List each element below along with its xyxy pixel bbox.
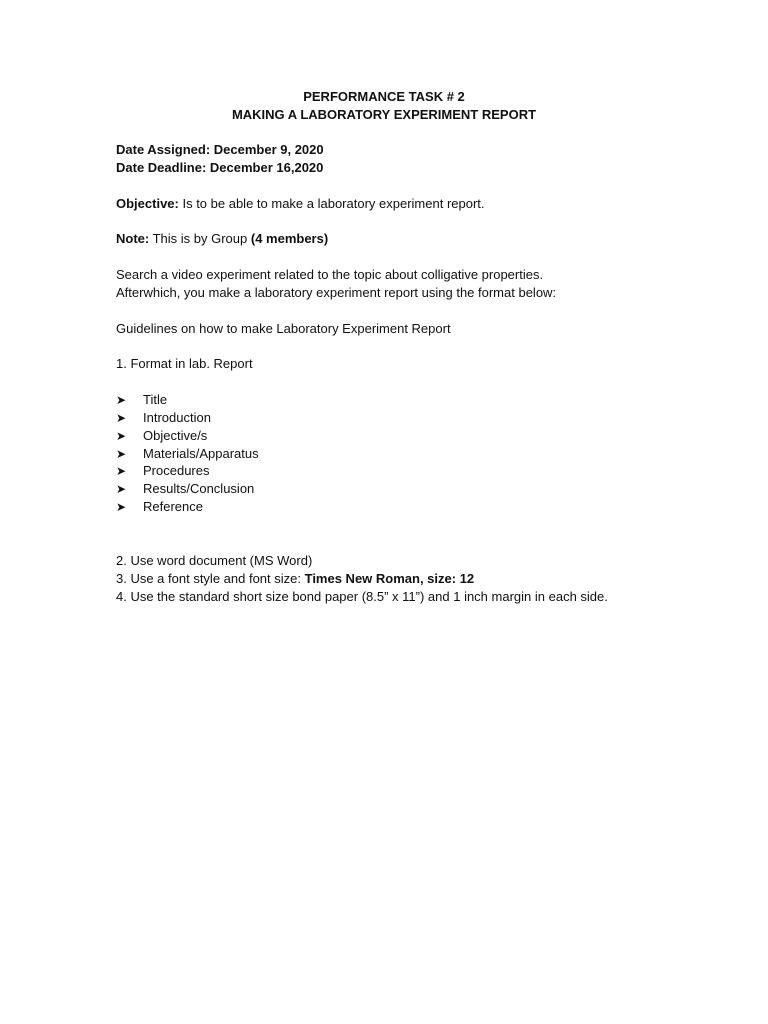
- guidelines-title: Guidelines on how to make Laboratory Experiment Report: [116, 321, 451, 336]
- format-heading: 1. Format in lab. Report: [116, 356, 253, 371]
- date-assigned: Date Assigned: December 9, 2020: [116, 142, 324, 157]
- rule-item-3-emphasis: Times New Roman, size: 12: [304, 571, 475, 586]
- note-emphasis: (4 members): [250, 231, 329, 246]
- task-title: PERFORMANCE TASK # 2: [303, 89, 465, 104]
- task-subtitle: MAKING A LABORATORY EXPERIMENT REPORT: [231, 107, 537, 122]
- arrow-bullet-icon: ➤: [116, 447, 127, 461]
- rule-item-2: 2. Use word document (MS Word): [116, 553, 313, 568]
- objective-label: Objective:: [116, 196, 179, 211]
- objective-text: Is to be able to make a laboratory experiment report.: [178, 196, 485, 211]
- list-item-text: Title: [143, 392, 168, 407]
- objective-line: [116, 195, 485, 213]
- rule-item-3: [116, 570, 474, 588]
- search-line-2: Afterwhich, you make a laboratory experiment report using the format below:: [116, 285, 557, 300]
- arrow-bullet-icon: ➤: [116, 464, 127, 478]
- list-item-text: Reference: [143, 499, 203, 514]
- rule-item-4: 4. Use the standard short size bond paper (8.5” x 11”) and 1 inch margin in each side.: [116, 589, 608, 604]
- rule-item-3-text: 3. Use a font style and font size:: [116, 571, 305, 586]
- arrow-bullet-icon: ➤: [116, 393, 127, 407]
- arrow-bullet-icon: ➤: [116, 500, 127, 514]
- note-label: Note:: [116, 231, 150, 246]
- note-line: [116, 230, 328, 248]
- search-line-1: Search a video experiment related to the topic about colligative properties.: [116, 267, 544, 282]
- arrow-bullet-icon: ➤: [116, 411, 127, 425]
- arrow-bullet-icon: ➤: [116, 429, 127, 443]
- date-deadline: Date Deadline: December 16,2020: [116, 160, 324, 175]
- list-item-text: Introduction: [143, 410, 211, 425]
- list-item-text: Objective/s: [143, 428, 208, 443]
- arrow-bullet-icon: ➤: [116, 482, 127, 496]
- note-text: This is by Group: [149, 231, 251, 246]
- list-item-text: Procedures: [143, 463, 210, 478]
- list-item-text: Materials/Apparatus: [143, 446, 259, 461]
- list-item-text: Results/Conclusion: [143, 481, 255, 496]
